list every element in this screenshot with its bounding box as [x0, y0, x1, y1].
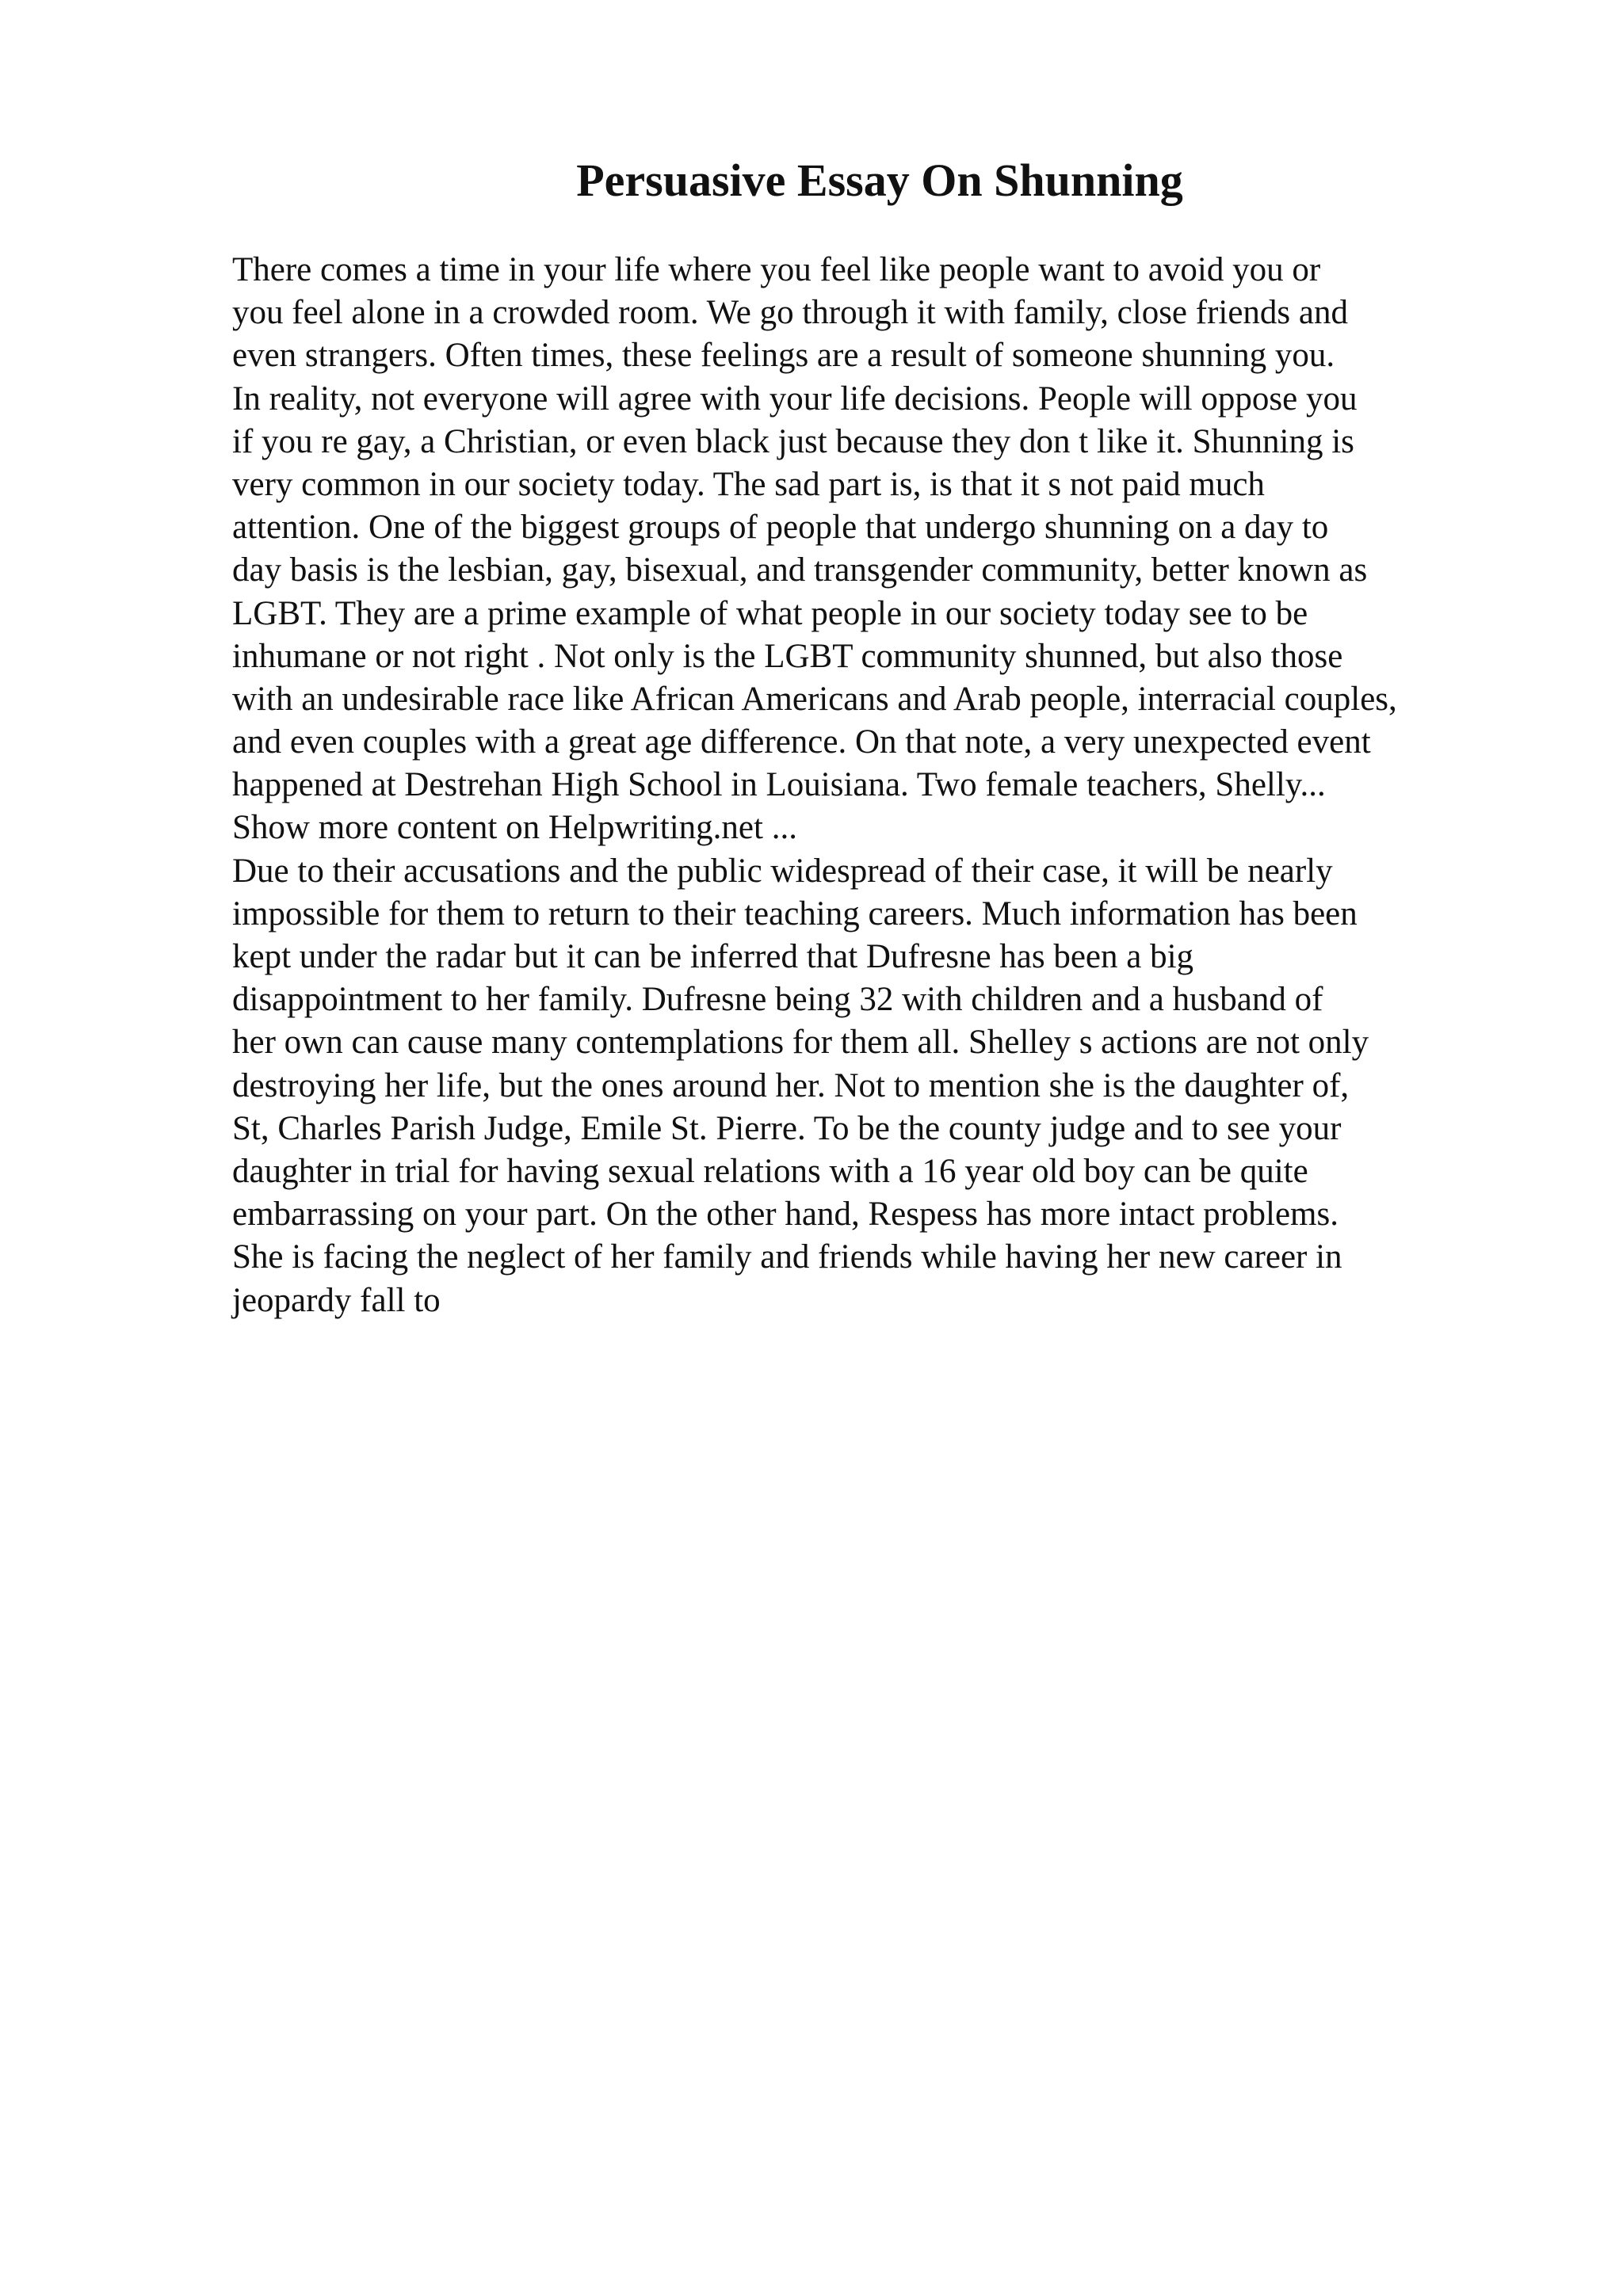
document-title: Persuasive Essay On Shunning: [576, 154, 1183, 206]
text-line: impossible for them to return to their teaching careers. Much information has been: [232, 894, 1358, 933]
text-line: if you re gay, a Christian, or even black just because they don t like it. Shunning is: [232, 422, 1354, 460]
text-line: very common in our society today. The sad part is, is that it s not paid much: [232, 465, 1265, 503]
text-line: attention. One of the biggest groups of people that undergo shunning on a day to: [232, 509, 1329, 547]
text-line: you feel alone in a crowded room. We go through it with family, close friends and: [232, 294, 1348, 332]
text-line: daughter in trial for having sexual relations with a 16 year old boy can be quite: [232, 1152, 1308, 1190]
text-line: disappointment to her family. Dufresne being 32 with children and a husband of: [232, 981, 1323, 1019]
text-line: Due to their accusations and the public widespread of their case, it will be nearly: [232, 852, 1333, 890]
text-line: with an undesirable race like African Americans and Arab people, interracial couples,: [232, 680, 1397, 718]
text-line: happened at Destrehan High School in Louisiana. Two female teachers, Shelly...: [232, 766, 1326, 804]
text-line: She is facing the neglect of her family and friends while having her new career in: [232, 1238, 1342, 1276]
text-line: embarrassing on your part. On the other hand, Respess has more intact problems.: [232, 1196, 1338, 1234]
text-line: her own can cause many contemplations for them all. Shelley s actions are not only: [232, 1024, 1369, 1062]
text-line: and even couples with a great age difference. On that note, a very unexpected event: [232, 723, 1371, 761]
text-line: inhumane or not right . Not only is the LGBT community shunned, but also those: [232, 637, 1343, 675]
text-line: kept under the radar but it can be inferred that Dufresne has been a big: [232, 938, 1194, 975]
text-line: day basis is the lesbian, gay, bisexual, and transgender community, better known as: [232, 551, 1368, 589]
show-more-link[interactable]: Show more content on Helpwriting.net ...: [232, 809, 797, 847]
text-line: There comes a time in your life where you feel like people want to avoid you or: [232, 251, 1321, 288]
text-line: St, Charles Parish Judge, Emile St. Pierre. To be the county judge and to see your: [232, 1109, 1342, 1147]
text-line: LGBT. They are a prime example of what people in our society today see to be: [232, 594, 1308, 632]
essay-body: [232, 249, 1611, 1322]
text-line: destroying her life, but the ones around her. Not to mention she is the daughter of,: [232, 1066, 1350, 1104]
text-line: In reality, not everyone will agree with your life decisions. People will oppose you: [232, 379, 1358, 418]
text-line: even strangers. Often times, these feelings are a result of someone shunning you.: [232, 337, 1335, 375]
text-line: jeopardy fall to: [232, 1281, 441, 1319]
